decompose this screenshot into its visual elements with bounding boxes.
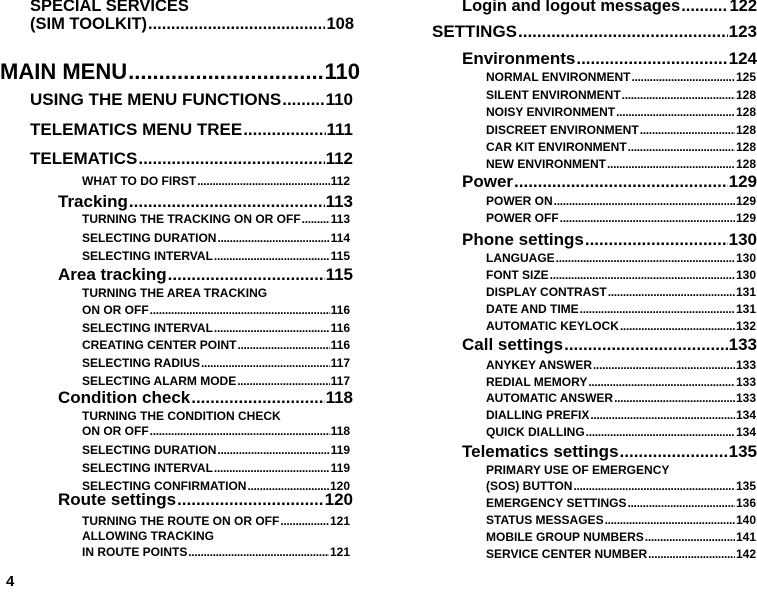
dot-leader	[564, 335, 728, 355]
toc-entry-line: SPECIAL SERVICES	[30, 0, 189, 15]
toc-section[interactable]: Condition check ..... 118	[58, 388, 353, 408]
dot-leader	[201, 356, 330, 370]
dot-leader	[217, 443, 329, 457]
toc-subentry[interactable]: FONT SIZE ..... 130	[486, 268, 756, 282]
toc-section[interactable]: Call settings ..... 133	[462, 335, 757, 355]
toc-subentry[interactable]: SELECTING INTERVAL ..... 119	[82, 461, 350, 475]
dot-leader	[631, 70, 735, 84]
toc-subentry[interactable]: IN ROUTE POINTS ..... 121	[82, 545, 350, 559]
dot-leader	[627, 496, 735, 510]
toc-subentry[interactable]: NOISY ENVIRONMENT ..... 128	[486, 105, 756, 119]
toc-section[interactable]: Login and logout messages ..... 122	[462, 0, 757, 16]
dot-leader	[585, 230, 728, 250]
toc-subentry[interactable]: REDIAL MEMORY ..... 133	[486, 375, 756, 389]
toc-section[interactable]: Phone settings ..... 130	[462, 230, 757, 250]
dot-leader	[148, 15, 325, 34]
toc-subentry[interactable]: DATE AND TIME ..... 131	[486, 302, 756, 316]
toc-subentry[interactable]: SELECTING DURATION ..... 119	[82, 443, 350, 457]
dot-leader	[197, 174, 329, 188]
dot-leader	[554, 194, 735, 208]
dot-leader	[608, 285, 735, 299]
dot-leader	[640, 123, 735, 137]
toc-subentry[interactable]: DIALLING PREFIX ..... 134	[486, 408, 756, 422]
dot-leader	[614, 391, 735, 405]
toc-subentry[interactable]: DISPLAY CONTRAST ..... 131	[486, 285, 756, 299]
toc-subentry[interactable]: POWER ON ..... 129	[486, 194, 756, 208]
dot-leader	[628, 140, 735, 154]
toc-subentry[interactable]: TURNING THE TRACKING ON OR OFF ..... 113	[82, 212, 350, 226]
dot-leader	[593, 358, 735, 372]
dot-leader	[150, 303, 330, 317]
toc-section[interactable]: Environments ..... 124	[462, 49, 757, 69]
toc-subentry[interactable]: SILENT ENVIRONMENT ..... 128	[486, 88, 756, 102]
dot-leader	[550, 268, 735, 282]
dot-leader	[586, 425, 735, 439]
toc-subentry[interactable]: (SOS) BUTTON ..... 135	[486, 479, 756, 493]
toc-entry[interactable]: TELEMATICS MENU TREE ..... 111	[30, 120, 353, 140]
toc-subentry-line: TURNING THE AREA TRACKING	[82, 286, 268, 300]
toc-subentry[interactable]: STATUS MESSAGES ..... 140	[486, 513, 756, 527]
dot-leader	[129, 192, 325, 212]
dot-leader	[648, 547, 735, 561]
dot-leader	[514, 172, 728, 192]
dot-leader	[150, 424, 330, 438]
toc-section[interactable]: Telematics settings ..... 135	[462, 442, 757, 462]
toc-subentry[interactable]: NEW ENVIRONMENT ..... 128	[486, 157, 756, 171]
toc-subentry[interactable]: QUICK DIALLING ..... 134	[486, 425, 756, 439]
dot-leader	[282, 90, 324, 110]
toc-subentry[interactable]: AUTOMATIC KEYLOCK ..... 132	[486, 319, 756, 333]
toc-subentry[interactable]: ANYKEY ANSWER ..... 133	[486, 358, 756, 372]
toc-subentry[interactable]: SERVICE CENTER NUMBER ..... 142	[486, 547, 756, 561]
dot-leader	[243, 120, 325, 140]
toc-subentry[interactable]: SELECTING ALARM MODE ..... 117	[82, 374, 350, 388]
toc-entry[interactable]: (SIM TOOLKIT) ..... 108	[30, 15, 354, 34]
toc-entry[interactable]: TELEMATICS ..... 112	[30, 149, 353, 169]
dot-leader	[605, 513, 735, 527]
toc-chapter-main-menu[interactable]: MAIN MENU ..... 110	[0, 59, 360, 85]
page-number: 4	[6, 573, 15, 590]
dot-leader	[188, 545, 329, 559]
toc-subentry[interactable]: SELECTING INTERVAL ..... 115	[82, 249, 350, 263]
toc-subentry[interactable]: SELECTING INTERVAL ..... 116	[82, 321, 350, 335]
toc-section[interactable]: Route settings ..... 120	[58, 490, 353, 510]
toc-entry[interactable]: USING THE MENU FUNCTIONS ..... 110	[30, 90, 353, 110]
dot-leader	[622, 88, 735, 102]
dot-leader	[588, 375, 735, 389]
dot-leader	[616, 105, 735, 119]
dot-leader	[280, 514, 329, 528]
dot-leader	[302, 212, 330, 226]
dot-leader	[576, 49, 727, 69]
dot-leader	[645, 530, 735, 544]
toc-subentry-line: PRIMARY USE OF EMERGENCY	[486, 463, 670, 477]
toc-chapter-settings[interactable]: SETTINGS ..... 123	[432, 22, 757, 42]
toc-subentry[interactable]: SELECTING DURATION ..... 114	[82, 231, 350, 245]
dot-leader	[214, 461, 330, 475]
dot-leader	[573, 479, 735, 493]
dot-leader	[518, 22, 728, 42]
dot-leader	[168, 265, 325, 285]
dot-leader	[620, 319, 735, 333]
toc-subentry[interactable]: TURNING THE ROUTE ON OR OFF ..... 121	[82, 514, 350, 528]
dot-leader	[580, 302, 735, 316]
dot-leader	[214, 249, 330, 263]
toc-subentry[interactable]: EMERGENCY SETTINGS ..... 136	[486, 496, 756, 510]
dot-leader	[590, 408, 735, 422]
toc-section[interactable]: Tracking ..... 113	[58, 192, 353, 212]
toc-section[interactable]: Area tracking ..... 115	[58, 265, 353, 285]
toc-subentry[interactable]: AUTOMATIC ANSWER ..... 133	[486, 391, 756, 405]
dot-leader	[191, 388, 324, 408]
toc-section[interactable]: Power ..... 129	[462, 172, 757, 192]
dot-leader	[214, 321, 330, 335]
dot-leader	[217, 231, 329, 245]
toc-subentry-line: ALLOWING TRACKING	[82, 529, 214, 543]
dot-leader	[560, 211, 735, 225]
toc-subentry[interactable]: SELECTING RADIUS ..... 117	[82, 356, 350, 370]
dot-leader	[681, 0, 728, 16]
toc-subentry[interactable]: ON OR OFF ..... 116	[82, 303, 350, 317]
toc-subentry[interactable]: SELECTING CONFIRMATION ..... 120	[82, 479, 350, 493]
toc-subentry[interactable]: DISCREET ENVIRONMENT ..... 128	[486, 123, 756, 137]
toc-subentry[interactable]: POWER OFF ..... 129	[486, 211, 756, 225]
toc-subentry[interactable]: CAR KIT ENVIRONMENT ..... 128	[486, 140, 756, 154]
dot-leader	[607, 157, 735, 171]
toc-subentry[interactable]: MOBILE GROUP NUMBERS ..... 141	[486, 530, 756, 544]
dot-leader	[177, 490, 324, 510]
toc-subentry-line: TURNING THE CONDITION CHECK	[82, 409, 281, 423]
toc-subentry[interactable]: NORMAL ENVIRONMENT ..... 125	[486, 70, 756, 84]
dot-leader	[237, 374, 329, 388]
toc-subentry[interactable]: CREATING CENTER POINT ..... 116	[82, 338, 350, 352]
toc-subentry[interactable]: LANGUAGE ..... 130	[486, 251, 756, 265]
dot-leader	[556, 251, 735, 265]
dot-leader	[620, 442, 728, 462]
dot-leader	[128, 59, 323, 85]
toc-subentry[interactable]: WHAT TO DO FIRST ..... 112	[82, 174, 350, 188]
toc-subentry[interactable]: ON OR OFF ..... 118	[82, 424, 350, 438]
dot-leader	[138, 149, 324, 169]
dot-leader	[237, 338, 329, 352]
